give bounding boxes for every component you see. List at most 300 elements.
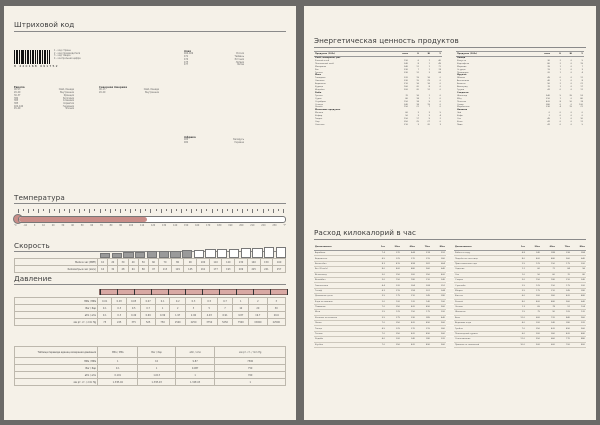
calories-cell: Аэробика <box>314 251 371 256</box>
conversion-cell: 9.87 <box>175 358 215 365</box>
energy-cell: 45 <box>547 118 550 121</box>
calories-cell: 560 <box>571 326 586 331</box>
calories-cell: 150 <box>401 310 416 315</box>
calories-cell: 360 <box>431 326 446 331</box>
pressure-row <box>15 312 286 319</box>
calories-title: Расход килокалорий в час <box>314 228 417 237</box>
pressure-cell: 4.93 <box>201 312 217 319</box>
thermometer-tick <box>227 209 228 211</box>
calories-cell: 175 <box>416 310 431 315</box>
country-name: Тайвань <box>234 55 244 59</box>
energy-cell: Мороженое <box>457 106 470 109</box>
energy-cell: 0 <box>570 103 572 106</box>
calories-cell: 350 <box>386 304 401 309</box>
pressure-cell: 0.5 <box>201 298 217 305</box>
thermometer-tick <box>100 209 101 213</box>
pressure-row-label: atm / атм <box>15 312 98 319</box>
energy-cell: 420 <box>546 100 550 103</box>
temperature-label: 50 <box>80 224 84 227</box>
energy-cell: 70 <box>405 94 408 97</box>
calories-cell: 640 <box>571 299 586 304</box>
energy-cell: 0 <box>559 103 561 106</box>
pressure-cell: 22500 <box>267 319 285 326</box>
speed-bar <box>276 247 286 258</box>
calories-table-right <box>454 244 586 348</box>
country-code: 00-13 <box>99 88 106 92</box>
thermometer-tick <box>84 209 85 211</box>
thermometer-tick <box>196 209 197 211</box>
barcode-bar <box>49 50 50 64</box>
speed-bar <box>170 251 180 258</box>
energy-cell: 3 <box>581 68 583 71</box>
calories-cell: 125 <box>526 283 541 288</box>
calories-cell: Ходьба <box>314 337 371 342</box>
energy-cell: 74 <box>580 100 583 103</box>
barcode-title: Штриховой код <box>14 20 75 29</box>
pressure-cell: 7500 <box>233 319 249 326</box>
pressure-cell: 20 <box>249 305 267 312</box>
thermometer-tick <box>54 209 55 211</box>
energy-cell: Скумбрия <box>315 100 326 103</box>
calories-cell: 560 <box>556 256 571 261</box>
calories-cell: 420 <box>401 342 416 347</box>
thermometer-tick <box>38 209 39 213</box>
calories-cell: 3.0 <box>371 277 386 282</box>
calories-cell: 301 <box>416 288 431 293</box>
energy-cell: 230 <box>546 106 550 109</box>
calories-cell: 640 <box>431 267 446 272</box>
calories-cell: 70 <box>556 272 571 277</box>
conversion-cell: 7500 <box>215 358 286 365</box>
thermometer-tick <box>64 209 65 211</box>
calories-header-cell: 50кг <box>386 244 401 251</box>
pressure-cell: 3 <box>186 305 202 312</box>
pressure-cell: 0.99 <box>155 312 169 319</box>
energy-cell: 240 <box>404 103 408 106</box>
energy-header-cell: Б <box>551 52 562 57</box>
calories-cell: 240 <box>526 251 541 256</box>
country-code: 00-13 <box>14 88 21 92</box>
calories-cell: 840 <box>556 315 571 320</box>
conversion-row-label: atm / атм <box>15 372 98 379</box>
pressure-cell: 0.05 <box>126 298 140 305</box>
energy-header-cell: Б <box>409 52 420 57</box>
country-code: 380 <box>14 96 19 100</box>
pressure-cell: 3 <box>267 298 285 305</box>
calories-cell: 770 <box>556 337 571 342</box>
energy-cell: 1 <box>559 80 561 83</box>
energy-cell: Лосось <box>315 106 323 109</box>
calories-cell: 200 <box>571 261 586 266</box>
energy-cell: 0 <box>559 120 561 123</box>
pressure-cell: 0.1 <box>98 312 112 319</box>
energy-cell: Виноград <box>457 86 468 89</box>
calories-cell: 288 <box>541 251 556 256</box>
energy-cell: 0 <box>559 77 561 80</box>
calories-cell: Сон <box>454 272 511 277</box>
energy-cell: Свинина <box>315 80 325 83</box>
calories-cell: 210 <box>556 277 571 282</box>
pressure-row-label: мм рт. ст. / mm Hg <box>15 319 98 326</box>
calories-cell: 500 <box>526 342 541 347</box>
thermometer-tick <box>263 209 264 213</box>
energy-cell: Мёд <box>457 97 462 100</box>
pressure-cell: 75 <box>98 319 112 326</box>
calories-cell: 150 <box>386 277 401 282</box>
calories-cell: Бадминтон <box>314 256 371 261</box>
energy-cell: 3 <box>417 123 419 126</box>
calories-cell: 200 <box>386 337 401 342</box>
temperature-label: 30 <box>61 224 65 227</box>
speed-cell: 40 <box>128 259 138 266</box>
speed-cell: 80 <box>138 266 148 273</box>
pressure-cell: 15000 <box>249 319 267 326</box>
pressure-cell: 19.7 <box>249 312 267 319</box>
conversion-row <box>15 365 286 372</box>
calories-cell: 75 <box>526 310 541 315</box>
speed-cell: 70 <box>159 259 172 266</box>
calories-cell: 2.5 <box>511 283 526 288</box>
calories-cell: 420 <box>401 321 416 326</box>
calories-cell: 11.0 <box>511 337 526 342</box>
energy-cell: 11 <box>580 88 583 91</box>
energy-cell: 0 <box>439 100 441 103</box>
country-list-asia <box>184 50 244 67</box>
energy-cell: 16 <box>416 94 419 97</box>
temperature-label: 90 <box>119 224 123 227</box>
energy-cell: 2 <box>559 59 561 62</box>
calories-cell: 160 <box>431 299 446 304</box>
energy-cell: Капуста <box>457 59 466 62</box>
energy-cell: Бананы <box>457 83 466 86</box>
calories-cell: 400 <box>526 299 541 304</box>
pressure-conversion-table <box>14 346 286 386</box>
energy-cell: 0 <box>570 62 572 65</box>
calories-cell: 498 <box>401 261 416 266</box>
energy-cell: Чай <box>457 112 462 115</box>
temperature-label: 80 <box>109 224 113 227</box>
country-name: США, Канада <box>58 88 74 92</box>
speed-bar <box>159 251 169 258</box>
conversion-cell: 760 <box>215 372 286 379</box>
country-code: 481 <box>184 138 189 142</box>
thermometer-tick <box>120 209 121 213</box>
energy-cell: 150 <box>404 118 408 121</box>
calories-cell: 4.8 <box>511 251 526 256</box>
energy-cell: 50 <box>405 115 408 118</box>
calories-cell: Чтение <box>454 304 511 309</box>
pressure-gauge-tick <box>287 289 288 295</box>
energy-cell: 49 <box>438 62 441 65</box>
calories-cell: 270 <box>401 256 416 261</box>
energy-cell: 19 <box>580 62 583 65</box>
energy-cell: 20 <box>547 71 550 74</box>
country-code: 383 <box>14 99 19 103</box>
speed-cell: 97 <box>148 266 158 273</box>
pressure-cell: 3750 <box>201 319 217 326</box>
speed-row-label: Километры в час (км/ч) <box>15 266 98 273</box>
calories-cell: 6.0 <box>511 294 526 299</box>
calories-cell: Прыжки со скакалкой <box>454 342 511 347</box>
conversion-cell: 0.987 <box>175 365 215 372</box>
pressure-cell: 2250 <box>186 319 202 326</box>
calories-cell: 350 <box>386 342 401 347</box>
pressure-cell: 2 <box>249 298 267 305</box>
energy-cell: 74 <box>438 68 441 71</box>
energy-cell: Судак <box>315 97 322 100</box>
calories-cell: Гребля <box>454 326 511 331</box>
pressure-gauge-tick <box>236 289 237 295</box>
energy-title: Энергетическая ценность продуктов <box>314 36 459 45</box>
pressure-row <box>15 319 286 326</box>
barcode-rule <box>14 31 286 32</box>
calories-cell: Езда на машине <box>314 299 371 304</box>
pressure-cell: 10 <box>233 305 249 312</box>
energy-cell: 0 <box>570 112 572 115</box>
energy-cell: 9 <box>428 100 430 103</box>
temperature-label: 200 <box>239 224 244 227</box>
calories-cell: 3.5 <box>371 294 386 299</box>
calories-cell: Домашние дела <box>314 294 371 299</box>
calories-cell: 700 <box>556 342 571 347</box>
pressure-cell: 0.3 <box>112 312 126 319</box>
calories-cell: 1.0 <box>511 272 526 277</box>
calories-cell: 660 <box>541 337 556 342</box>
temperature-label: 110 <box>139 224 145 227</box>
thermometer-scale <box>18 216 286 223</box>
energy-cell: 70 <box>547 86 550 89</box>
energy-cell: 11 <box>580 120 583 123</box>
conversion-cell: 1.33E-04 <box>98 379 138 386</box>
calories-cell: 180 <box>401 277 416 282</box>
calories-cell: 400 <box>526 256 541 261</box>
calories-cell: 90 <box>541 310 556 315</box>
speed-cell: 193 <box>222 266 235 273</box>
energy-cell: 18 <box>416 103 419 106</box>
calories-row <box>454 342 586 347</box>
energy-cell: 0 <box>439 97 441 100</box>
energy-cell: 9 <box>428 118 430 121</box>
energy-cell: Яблоки <box>457 77 465 80</box>
conversion-row-label: MPa / MPa <box>15 358 98 365</box>
energy-cell: 21 <box>580 106 583 109</box>
country-name: Болгария <box>63 96 74 100</box>
calories-cell: 336 <box>556 251 571 256</box>
energy-category: Фрукты <box>457 74 467 77</box>
calories-cell: 300 <box>526 294 541 299</box>
thermometer-tick <box>186 209 187 211</box>
energy-cell: 210 <box>404 83 408 86</box>
calories-cell: 215 <box>386 288 401 293</box>
calories-cell: Баскетбол <box>314 261 371 266</box>
calories-cell: 490 <box>416 342 431 347</box>
calories-cell: 490 <box>416 304 431 309</box>
speed-cell: 161 <box>197 266 210 273</box>
energy-header-cell: Ж <box>420 52 431 57</box>
thermometer-tick <box>176 209 177 211</box>
thermometer-tick <box>252 209 253 213</box>
calories-cell: 420 <box>401 331 416 336</box>
calories-cell: 7.0 <box>371 304 386 309</box>
calories-cell: Бокс <box>454 315 511 320</box>
energy-cell: 3 <box>428 112 430 115</box>
energy-category: Мясо <box>315 74 322 77</box>
calories-cell: 1.3 <box>511 304 526 309</box>
calories-cell: Танцы <box>314 326 371 331</box>
region-heading: Африка <box>184 136 196 139</box>
energy-cell: 100 <box>579 103 583 106</box>
calories-cell: 3.0 <box>511 277 526 282</box>
country-list-north-america <box>99 86 159 95</box>
calories-cell: 100 <box>386 299 401 304</box>
pressure-row <box>15 305 286 312</box>
pressure-cell: 225 <box>112 319 126 326</box>
conversion-cell: 1.32E-03 <box>175 379 215 386</box>
country-row <box>184 142 244 145</box>
energy-cell: Огурцы <box>457 68 466 71</box>
pressure-cell: 0.5 <box>126 305 140 312</box>
calories-cell: 270 <box>401 326 416 331</box>
speed-bar <box>229 249 239 258</box>
calories-cell: 91 <box>556 304 571 309</box>
energy-cell: 0 <box>439 77 441 80</box>
calories-cell: 560 <box>431 331 446 336</box>
calories-cell: Верховая езда <box>454 321 511 326</box>
pressure-gauge-tick <box>219 289 220 295</box>
energy-cell: 0 <box>570 83 572 86</box>
energy-cell: 68 <box>438 71 441 74</box>
speed-cell: 90 <box>184 259 197 266</box>
calories-cell: 280 <box>571 288 586 293</box>
speed-cell: 257 <box>273 266 286 273</box>
barcode-legend-item: 1 - код страны <box>54 49 71 52</box>
calories-cell: 444 <box>401 251 416 256</box>
calories-cell: 84 <box>556 267 571 272</box>
speed-row <box>15 259 286 266</box>
thermometer-tick <box>18 209 19 213</box>
pressure-cell: 0.1 <box>98 305 112 312</box>
temperature-label: 100 <box>128 224 134 227</box>
pressure-row <box>15 298 286 305</box>
energy-cell: Творог <box>315 118 323 121</box>
pressure-title: Давление <box>14 274 52 283</box>
energy-cell: Морковь <box>457 65 467 68</box>
pressure-table <box>14 297 286 326</box>
energy-cell: Индейка <box>315 88 325 91</box>
energy-category: Рыба <box>315 91 322 94</box>
calories-cell: 360 <box>431 256 446 261</box>
energy-cell: 27 <box>427 120 430 123</box>
pressure-cell: 30 <box>267 305 285 312</box>
energy-cell: 1 <box>559 68 561 71</box>
region-heading: Северная Америка <box>99 86 128 89</box>
energy-cell: 80 <box>580 97 583 100</box>
energy-cell: 2 <box>559 83 561 86</box>
energy-cell: 16 <box>416 83 419 86</box>
country-name: Эстония <box>234 57 244 61</box>
thermometer-tick <box>69 209 70 213</box>
country-name: Литва <box>237 63 244 67</box>
energy-cell: 12 <box>427 88 430 91</box>
energy-cell: 0 <box>570 123 572 126</box>
energy-cell: Кефир <box>315 115 323 118</box>
energy-cell: 5 <box>581 123 583 126</box>
temperature-label: 150 <box>184 224 189 227</box>
pressure-cell: 0.03 <box>112 298 126 305</box>
speed-cell: 130 <box>235 259 248 266</box>
calories-cell: Работа в саду <box>454 251 511 256</box>
pressure-row-label: MPa / MPa <box>15 298 98 305</box>
energy-cell: 40 <box>438 59 441 62</box>
conversion-row-label: Bar / бар <box>15 365 98 372</box>
thermometer-tick <box>43 209 44 211</box>
energy-cell: 42 <box>547 120 550 123</box>
energy-cell: 8 <box>417 62 419 65</box>
thermometer-tick <box>257 209 258 211</box>
calories-cell: 4.0 <box>371 337 386 342</box>
energy-cell: 1 <box>428 97 430 100</box>
calories-cell: Гольф <box>314 288 371 293</box>
country-code: 474 <box>184 57 189 61</box>
speed-cell: 32 <box>108 266 118 273</box>
calories-cell: 592 <box>431 251 446 256</box>
thermometer-tick <box>156 209 157 211</box>
calories-cell: Волейбол <box>314 277 371 282</box>
calories-cell: 400 <box>386 267 401 272</box>
calories-cell: 350 <box>386 331 401 336</box>
country-name: Внутренние <box>60 91 74 95</box>
energy-cell: 18 <box>416 97 419 100</box>
temperature-labels <box>14 224 286 227</box>
energy-cell: Гречка <box>315 71 323 74</box>
energy-cell: 1 <box>428 94 430 97</box>
thermometer-tick <box>59 209 60 213</box>
thermometer-tick <box>79 209 80 213</box>
speed-cell: 145 <box>184 266 197 273</box>
energy-cell: 1 <box>559 65 561 68</box>
calories-cell: 240 <box>571 277 586 282</box>
speed-cell: 150 <box>260 259 273 266</box>
energy-cell: 7 <box>581 65 583 68</box>
energy-cell: Кофе <box>457 115 463 118</box>
energy-cell: 0 <box>439 103 441 106</box>
energy-category: Хлеб, макароны, рис <box>315 57 341 59</box>
calories-rule <box>314 239 586 240</box>
energy-cell: 210 <box>404 123 408 126</box>
pressure-gauge-tick <box>270 289 271 295</box>
energy-cell: 0 <box>581 115 583 118</box>
energy-cell: 0 <box>570 115 572 118</box>
energy-cell: Сыр <box>315 120 320 123</box>
calories-cell: Сидение <box>454 267 511 272</box>
energy-cell: 19 <box>416 77 419 80</box>
energy-cell: 40 <box>547 80 550 83</box>
calories-cell: 560 <box>416 267 431 272</box>
speed-cell: 10 <box>98 259 108 266</box>
energy-header-cell: ккал <box>540 52 551 57</box>
calories-header-cell: 80кг <box>431 244 446 251</box>
energy-cell: 200 <box>404 88 408 91</box>
calories-cell: 105 <box>556 310 571 315</box>
calories-cell: 200 <box>571 283 586 288</box>
country-name: Украина <box>234 141 244 145</box>
energy-cell: 4 <box>439 115 441 118</box>
calories-cell: 600 <box>526 315 541 320</box>
energy-cell: 10 <box>569 100 572 103</box>
speed-cell: 160 <box>273 259 286 266</box>
energy-cell: Треска <box>315 94 323 97</box>
conversion-header-cell: мм рт. ст. / mm Hg <box>215 347 286 358</box>
